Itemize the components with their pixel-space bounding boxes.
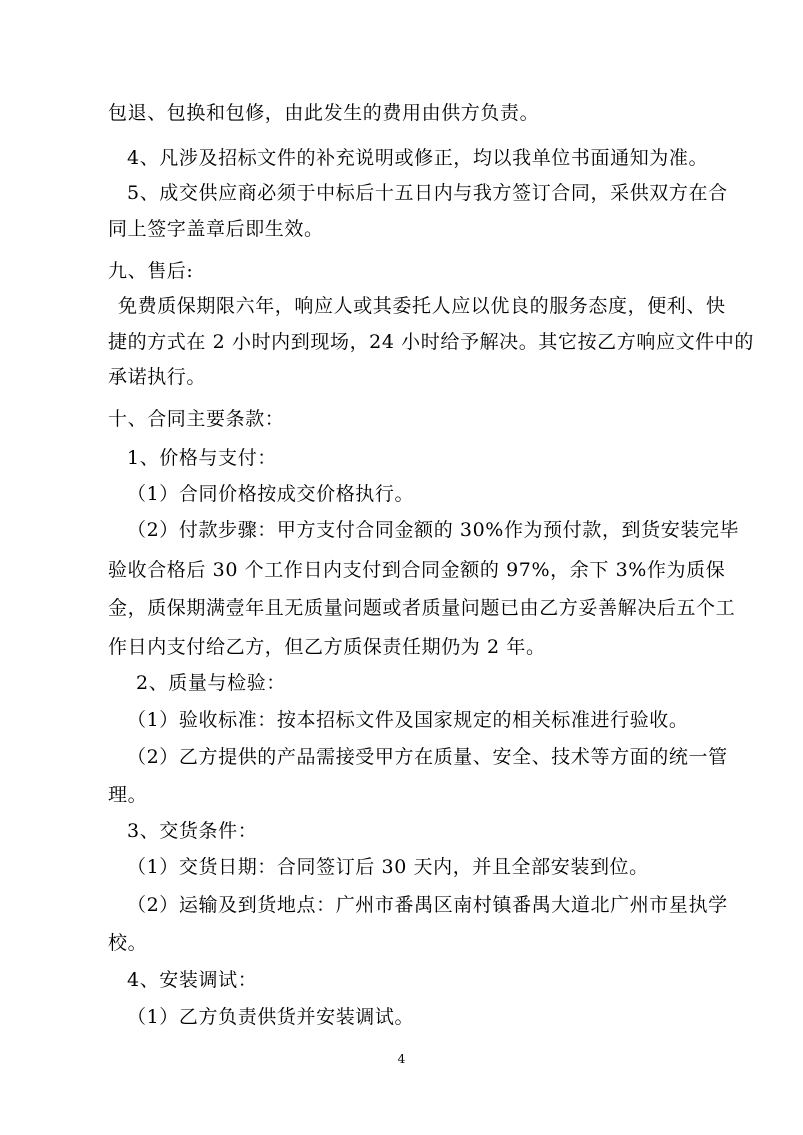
text-line: 5、成交供应商必须于中标后十五日内与我方签订合同，采供双方在合	[127, 182, 728, 204]
subsection-heading: 1、价格与支付：	[127, 447, 277, 469]
text-line: （2）运输及到货地点：广州市番禺区南村镇番禺大道北广州市星执学	[127, 894, 728, 916]
text-line: （1）交货日期：合同签订后 30 天内，并且全部安装到位。	[127, 856, 649, 878]
text-line: 同上签字盖章后即生效。	[108, 218, 324, 240]
page-number: 4	[397, 1052, 406, 1066]
text-line: （1）乙方负责供货并安装调试。	[127, 1006, 415, 1028]
text-line: 校。	[108, 932, 148, 954]
text-line: 金，质保期满壹年且无质量问题或者质量问题已由乙方妥善解决后五个工	[108, 597, 736, 619]
text-line: （2）乙方提供的产品需接受甲方在质量、安全、技术等方面的统一管	[127, 746, 728, 768]
subsection-heading: 4、安装调试：	[127, 969, 258, 991]
text-line: 免费质保期限六年，响应人或其委托人应以优良的服务态度，便利、快	[118, 295, 726, 317]
text-line: 捷的方式在 2 小时内到现场，24 小时给予解决。其它按乙方响应文件中的	[108, 331, 754, 353]
text-line: （1）合同价格按成交价格执行。	[127, 483, 415, 505]
text-line: 4、凡涉及招标文件的补充说明或修正，均以我单位书面通知为准。	[127, 147, 709, 169]
section-heading: 十、合同主要条款：	[108, 408, 285, 430]
section-heading: 九、售后:	[108, 260, 194, 282]
text-line: （2）付款步骤：甲方支付合同金额的 30%作为预付款，到货安装完毕	[127, 519, 740, 541]
text-line: 承诺执行。	[108, 366, 207, 388]
subsection-heading: 3、交货条件：	[127, 820, 258, 842]
text-line: 作日内支付给乙方，但乙方质保责任期仍为 2 年。	[108, 636, 546, 658]
subsection-heading: 2、质量与检验：	[136, 672, 286, 694]
text-line: 包退、包换和包修，由此发生的费用由供方负责。	[108, 102, 540, 124]
text-line: （1）验收标准：按本招标文件及国家规定的相关标准进行验收。	[127, 709, 689, 731]
text-line: 理。	[108, 784, 148, 806]
text-line: 验收合格后 30 个工作日内支付到合同金额的 97%，余下 3%作为质保	[108, 559, 726, 581]
